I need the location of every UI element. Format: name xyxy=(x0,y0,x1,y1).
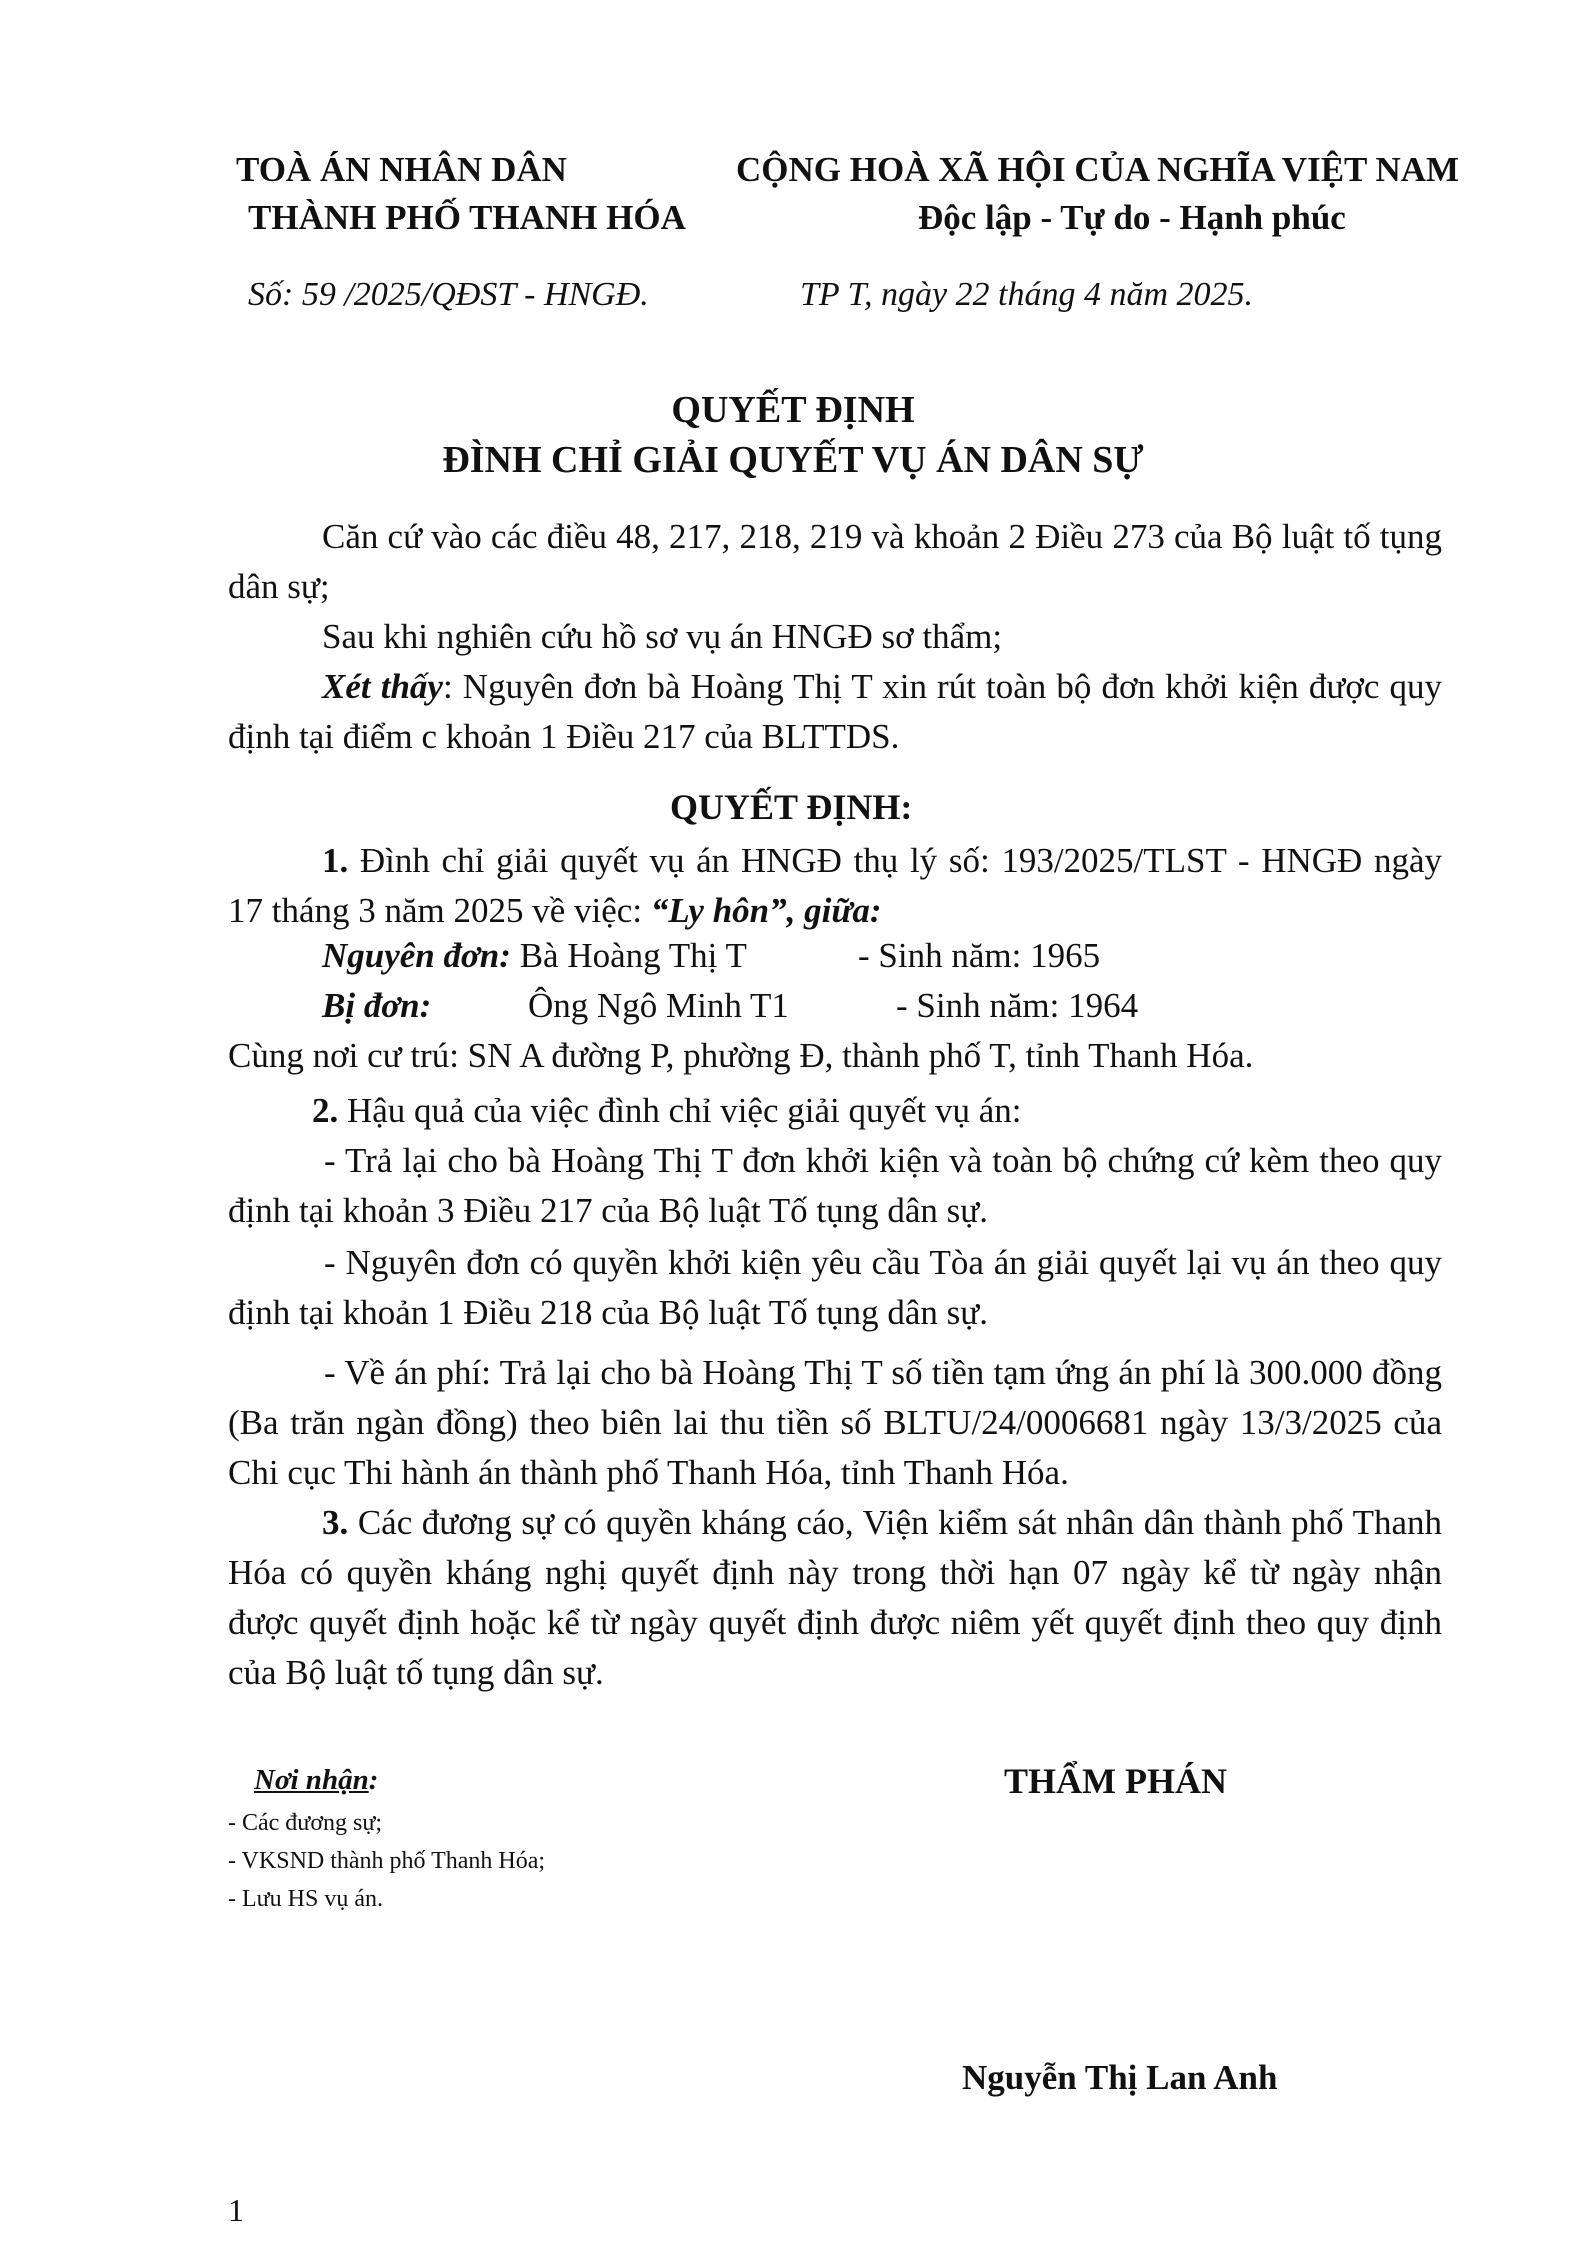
recipient-item: - Lưu HS vụ án. xyxy=(228,1886,383,1912)
plaintiff-row xyxy=(322,936,747,976)
item-2: 2. Hậu quả của việc đình chỉ việc giải quyết vụ án: xyxy=(312,1091,1022,1130)
document-title: QUYẾT ĐỊNH xyxy=(671,389,915,431)
defendant-name: Ông Ngô Minh T1 xyxy=(528,986,789,1025)
recipients-label: Nơi nhận: xyxy=(254,1764,379,1796)
item-2-bullet-2: - Nguyên đơn có quyền khởi kiện yêu cầu Tòa án giải quyết lại vụ án theo quy định tại khoản 1 Điều 218 của Bộ luật Tố tụng dân sự. xyxy=(228,1243,1442,1332)
document-date: TP T, ngày 22 tháng 4 năm 2025. xyxy=(800,276,1254,313)
preamble-legal-basis: Căn cứ vào các điều 48, 217, 218, 219 và khoản 2 Điều 273 của Bộ luật tố tụng dân sự; xyxy=(228,517,1442,606)
document-number: Số: 59 /2025/QĐST - HNGĐ. xyxy=(248,276,649,313)
nation-title: CỘNG HOÀ XÃ HỘI CỦA NGHĨA VIỆT NAM xyxy=(736,150,1460,189)
preamble-study: Sau khi nghiên cứu hồ sơ vụ án HNGĐ sơ thẩm; xyxy=(322,617,1003,656)
finding-label: Xét thấy xyxy=(322,667,443,706)
item-3: 3. Các đương sự có quyền kháng cáo, Viện kiểm sát nhân dân thành phố Thanh Hóa có quyền kháng nghị quyết định này trong thời hạn 07 ngày kể từ ngày nhận được quyết định hoặc kể từ ngày quyết định được niêm yết quyết định theo quy định của Bộ luật tố tụng dân sự. xyxy=(228,1503,1442,1692)
defendant-birth: - Sinh năm: 1964 xyxy=(896,986,1139,1025)
defendant-label: Bị đơn: xyxy=(322,986,432,1025)
preamble-finding: Xét thấy: Nguyên đơn bà Hoàng Thị T xin rút toàn bộ đơn khởi kiện được quy định tại điểm c khoản 1 Điều 217 của BLTTDS. xyxy=(228,667,1443,756)
page-number: 1 xyxy=(228,2192,244,2228)
plaintiff-label: Nguyên đơn: xyxy=(322,936,511,975)
judge-title: THẨM PHÁN xyxy=(1004,1761,1227,1801)
document-subtitle: ĐÌNH CHỈ GIẢI QUYẾT VỤ ÁN DÂN SỰ xyxy=(442,439,1144,481)
item-2-bullet-3: - Về án phí: Trả lại cho bà Hoàng Thị T số tiền tạm ứng án phí là 300.000 đồng (Ba trăn ngàn đồng) theo biên lai thu tiền số BLTU/24/0006681 ngày 13/3/2025 của Chi cục Thi hành án thành phố Thanh Hóa, tỉnh Thanh Hóa. xyxy=(228,1353,1442,1492)
nation-motto: Độc lập - Tự do - Hạnh phúc xyxy=(918,198,1346,237)
plaintiff-name: Bà Hoàng Thị T xyxy=(519,936,747,975)
court-name-line1: TOÀ ÁN NHÂN DÂN xyxy=(236,150,567,189)
case-name: “Ly hôn”, giữa: xyxy=(650,891,882,930)
recipient-item: - Các đương sự; xyxy=(228,1810,383,1836)
judge-name: Nguyễn Thị Lan Anh xyxy=(962,2058,1278,2097)
plaintiff-birth: - Sinh năm: 1965 xyxy=(858,936,1101,975)
court-name-line2: THÀNH PHỐ THANH HÓA xyxy=(248,198,686,237)
item-1: 1. Đình chỉ giải quyết vụ án HNGĐ thụ lý số: 193/2025/TLST - HNGĐ ngày 17 tháng 3 năm 2025 về việc: “Ly hôn”, giữa: xyxy=(228,841,1442,930)
residence: Cùng nơi cư trú: SN A đường P, phường Đ, thành phố T, tỉnh Thanh Hóa. xyxy=(228,1036,1254,1075)
item-2-bullet-1: - Trả lại cho bà Hoàng Thị T đơn khởi kiện và toàn bộ chứng cứ kèm theo quy định tại khoản 3 Điều 217 của Bộ luật Tố tụng dân sự. xyxy=(228,1141,1442,1230)
recipient-item: - VKSND thành phố Thanh Hóa; xyxy=(228,1848,546,1874)
decision-heading: QUYẾT ĐỊNH: xyxy=(670,787,913,827)
